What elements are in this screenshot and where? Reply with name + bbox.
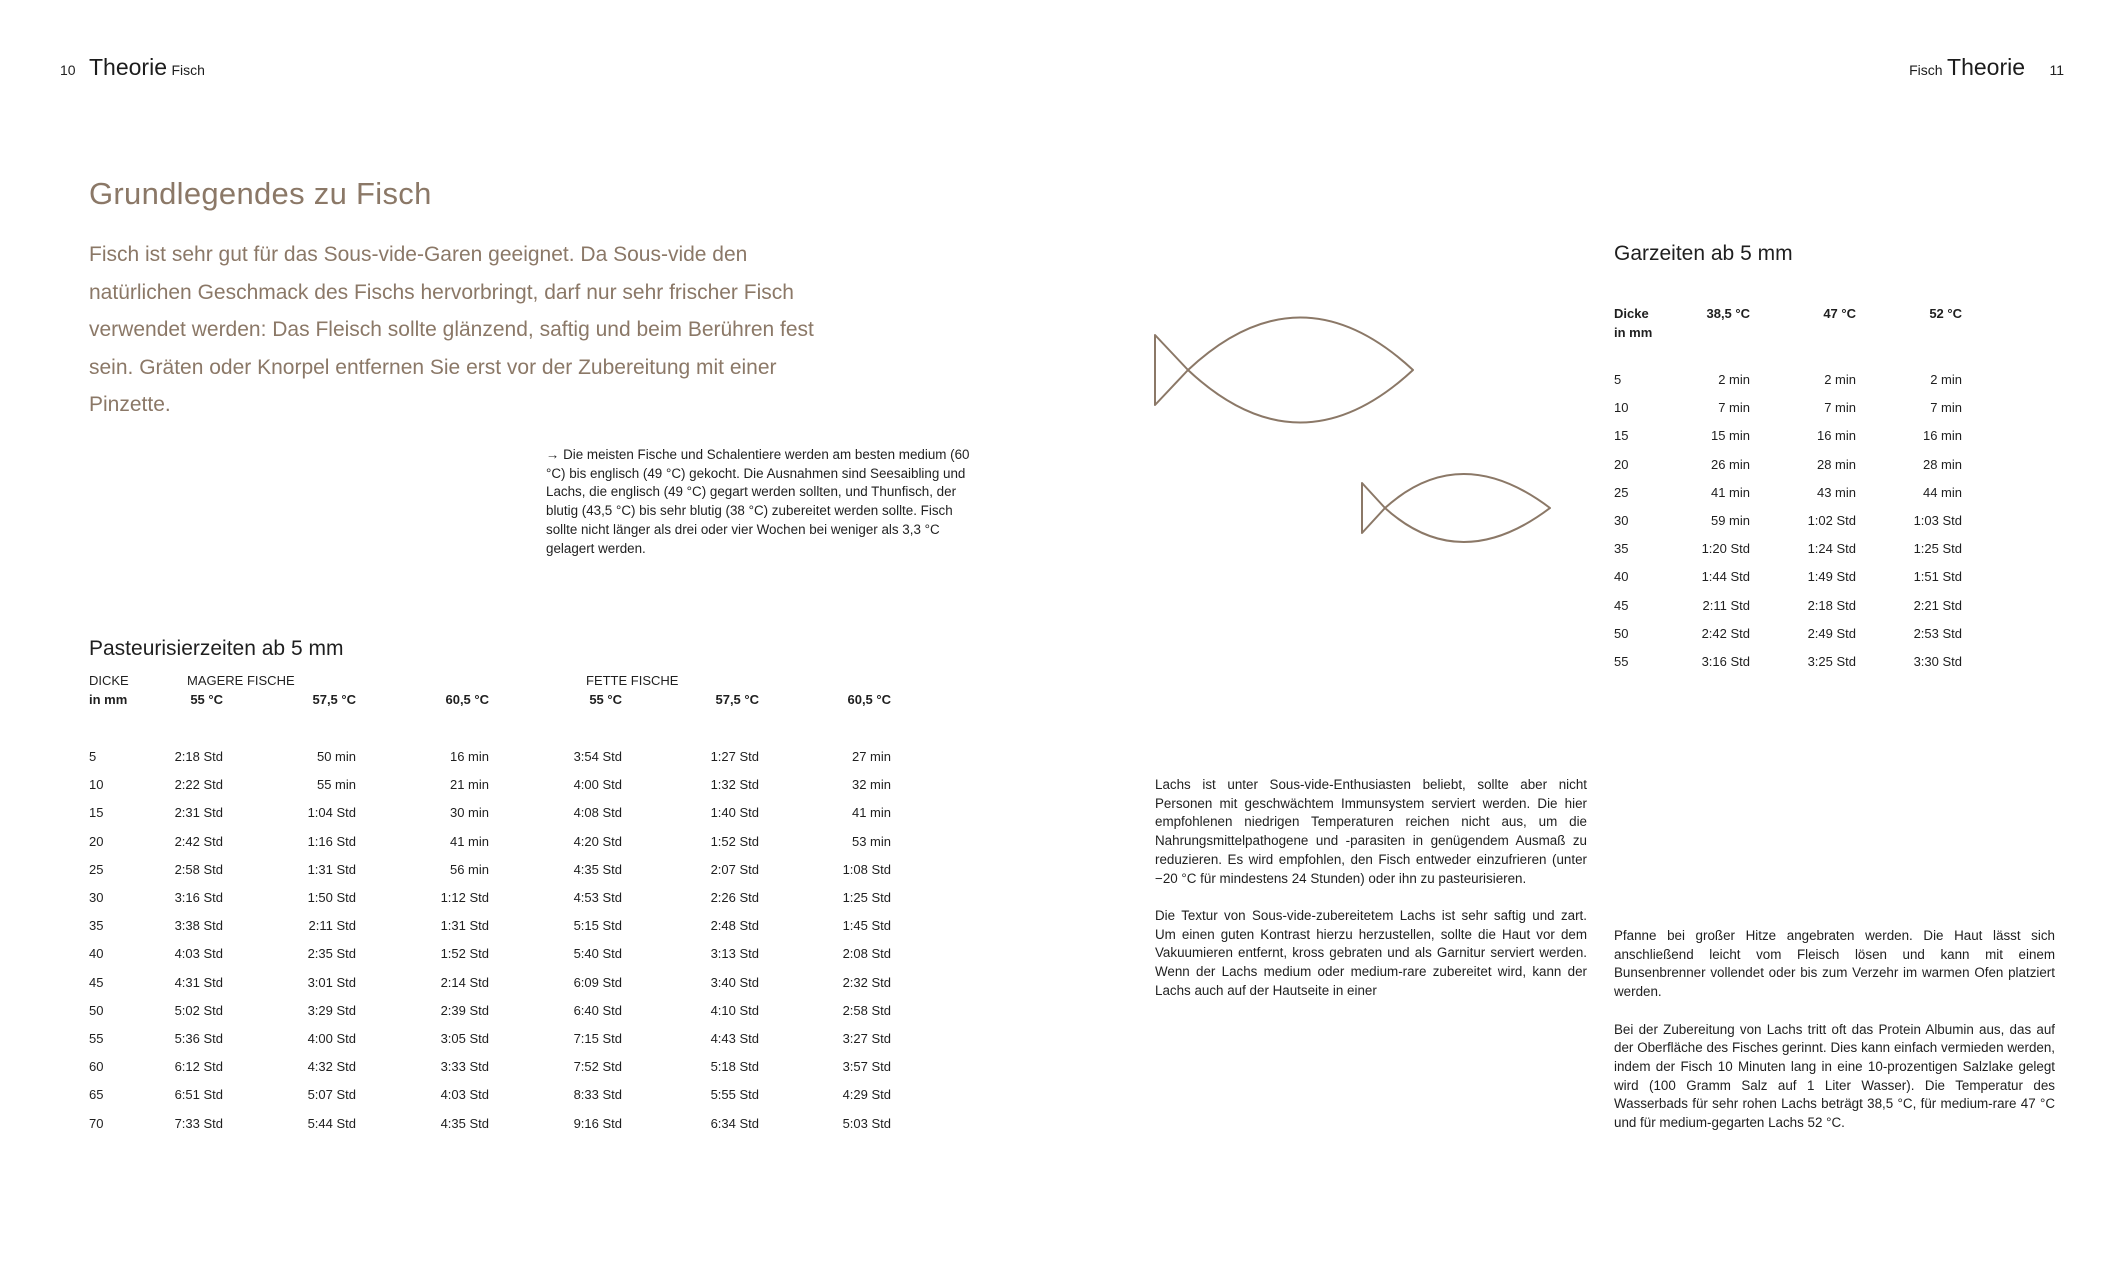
body-right-paragraph-2: Bei der Zubereitung von Lachs tritt oft das Protein Albumin aus, das auf der Oberfläche des Fisches gerinnt. Dies kann einfach vermieden werden, indem der Fisch 10 Minuten lang in eine 10-prozentigen Salzlake gelegt wird (100 Gramm Salz auf 1 Liter Wasser). Die Temperatur des Wasserbads für sehr rohen Lachs beträgt 38,5 °C, für medium-rare 47 °C und für medium-gegarten Lachs 52 °C. [1614,1021,2055,1131]
right-header-subtitle: Fisch [1909,62,1943,78]
pasteur-table-cell: 2:18 Std [174,749,223,764]
pasteur-row-thickness: 55 [89,1031,104,1046]
pasteur-table-cell: 1:08 Std [842,862,891,877]
pasteur-table-cell: 3:57 Std [842,1059,891,1074]
garzeiten-row-thickness: 40 [1614,569,1629,584]
pasteur-table-cell: 3:13 Std [710,946,759,961]
pasteur-table-cell: 41 min [449,834,489,849]
pasteur-table-cell: 7:15 Std [573,1031,622,1046]
pasteur-table-cell: 4:35 Std [573,862,622,877]
pasteur-table-cell: 5:55 Std [710,1087,759,1102]
garzeiten-table-cell: 3:30 Std [1913,654,1962,669]
garzeiten-table-cell: 2 min [1718,372,1750,387]
pasteur-table-cell: 4:03 Std [440,1087,489,1102]
garzeiten-row-thickness: 35 [1614,541,1629,556]
garzeiten-table-cell: 28 min [1922,457,1962,472]
pasteur-table-cell: 3:16 Std [174,890,223,905]
pasteur-group-fette: FETTE FISCHE [586,673,679,688]
garzeiten-table-cell: 2:11 Std [1702,598,1750,613]
note-paragraph: → Die meisten Fische und Schalentiere werden am besten medium (60 °C) bis englisch (49 °C) gekocht. Die Ausnahmen sind Seesaibling und Lachs, die englisch (49 °C) gegart werden sollten, und Thunfisch, der blutig (43,5 °C) bis sehr blutig (38 °C) zubereitet werden sollte. Fisch sollte nicht länger als drei oder vier Wochen bei weniger als 3,3 °C gelagert werden. [546,447,970,556]
garzeiten-table-cell: 44 min [1922,485,1962,500]
pasteur-row-thickness: 5 [89,749,97,764]
garzeiten-table-cell: 1:02 Std [1807,513,1856,528]
pasteur-table-cell: 6:51 Std [174,1087,223,1102]
pasteur-table-cell: 5:36 Std [174,1031,223,1046]
right-page-number: 11 [2049,62,2064,78]
garzeiten-table-cell: 2:18 Std [1807,598,1856,613]
pasteur-table-cell: 32 min [851,777,891,792]
left-header-title: Theorie [89,54,167,80]
garzeiten-table-cell: 3:16 Std [1701,654,1750,669]
pasteur-table-cell: 27 min [851,749,891,764]
body-right-paragraph-1: Pfanne bei großer Hitze angebraten werden. Die Haut lässt sich anschließend leicht vom Fleisch lösen und kann mit einem Bunsenbrenner vollendet oder bis zum Verzehr im warmen Ofen platziert werden. [1614,928,2055,1000]
pasteur-table-cell: 5:15 Std [573,918,622,933]
pasteur-row-thickness: 50 [89,1003,104,1018]
right-header-title: Theorie [1947,54,2025,80]
pasteur-temp-header: 57,5 °C [312,692,356,707]
garzeiten-table-cell: 2 min [1930,372,1962,387]
pasteur-table-cell: 56 min [449,862,489,877]
pasteur-table-cell: 4:31 Std [174,975,223,990]
pasteur-table-cell: 50 min [316,749,356,764]
pasteur-table-cell: 4:29 Std [842,1087,891,1102]
garzeiten-table-cell: 1:20 Std [1701,541,1750,556]
garzeiten-table-cell: 7 min [1718,400,1750,415]
garzeiten-table-cell: 41 min [1710,485,1750,500]
garzeiten-table-cell: 7 min [1824,400,1856,415]
pasteur-table-cell: 5:02 Std [174,1003,223,1018]
pasteur-table-cell: 41 min [851,805,891,820]
pasteur-table-cell: 2:22 Std [174,777,223,792]
body-left-paragraph-1: Lachs ist unter Sous-vide-Enthusiasten beliebt, sollte aber nicht Personen mit geschwächtem Immunsystem serviert werden. Die hier empfohlenen niedrigen Temperaturen reichen nicht aus, um die Nahrungsmittelpathogene und -parasiten in genügendem Ausmaß zu reduzieren. Es wird empfohlen, den Fisch entweder einzufrieren (unter −20 °C für mindestens 24 Stunden) oder ihn zu pasteurisieren. [1155,777,1587,886]
pasteur-row-thickness: 60 [89,1059,104,1074]
pasteur-table-cell: 2:39 Std [440,1003,489,1018]
garzeiten-row-thickness: 30 [1614,513,1629,528]
pasteur-table-cell: 6:40 Std [573,1003,622,1018]
pasteur-row-thickness: 35 [89,918,104,933]
pasteur-table-cell: 1:40 Std [710,805,759,820]
left-header-subtitle: Fisch [171,62,205,78]
pasteur-row-thickness: 40 [89,946,104,961]
pasteur-table-cell: 4:00 Std [573,777,622,792]
garzeiten-table-cell: 1:24 Std [1807,541,1856,556]
garzeiten-unit-header: in mm [1614,325,1653,340]
pasteur-table-title: Pasteurisierzeiten ab 5 mm [89,637,344,660]
pasteur-table-cell: 5:40 Std [573,946,622,961]
pasteur-table-cell: 1:16 Std [307,834,356,849]
garzeiten-table-cell: 16 min [1816,428,1856,443]
garzeiten-table-cell: 2:42 Std [1701,626,1750,641]
pasteur-table-cell: 1:45 Std [842,918,891,933]
pasteur-row-thickness: 20 [89,834,104,849]
garzeiten-row-thickness: 10 [1614,400,1629,415]
pasteur-table-cell: 16 min [449,749,489,764]
pasteur-table-cell: 1:32 Std [710,777,759,792]
pasteur-table-cell: 3:01 Std [307,975,356,990]
pasteur-temp-header: 55 °C [190,692,223,707]
garzeiten-table-cell: 2:49 Std [1807,626,1856,641]
pasteur-row-thickness: 10 [89,777,104,792]
garzeiten-row-thickness: 45 [1614,598,1629,613]
pasteur-table-cell: 3:05 Std [440,1031,489,1046]
pasteur-table-cell: 3:54 Std [573,749,622,764]
pasteur-table-cell: 6:34 Std [710,1116,759,1131]
garzeiten-table-cell: 26 min [1710,457,1750,472]
pasteur-table-cell: 1:27 Std [710,749,759,764]
garzeiten-row-thickness: 55 [1614,654,1629,669]
intro-paragraph: Fisch ist sehr gut für das Sous-vide-Garen geeignet. Da Sous-vide den natürlichen Geschmack des Fischs hervorbringt, darf nur sehr frischer Fisch verwendet werden: Das Fleisch sollte glänzend, saftig und beim Berühren fest sein. Gräten oder Knorpel entfernen Sie erst vor der Zubereitung mit einer Pinzette. [89,243,814,416]
garzeiten-table-cell: 59 min [1710,513,1750,528]
pasteur-table-cell: 2:58 Std [174,862,223,877]
pasteur-table-cell: 4:03 Std [174,946,223,961]
pasteur-table-cell: 30 min [449,805,489,820]
pasteur-temp-header: 60,5 °C [847,692,891,707]
pasteur-table-cell: 7:52 Std [573,1059,622,1074]
garzeiten-row-thickness: 15 [1614,428,1629,443]
garzeiten-table-cell: 43 min [1816,485,1856,500]
pasteur-table-cell: 1:50 Std [307,890,356,905]
garzeiten-table-cell: 3:25 Std [1807,654,1856,669]
pasteur-table-cell: 5:18 Std [710,1059,759,1074]
body-column-right [1614,927,2055,1151]
garzeiten-row-thickness: 5 [1614,372,1622,387]
pasteur-table-cell: 5:44 Std [307,1116,356,1131]
pasteur-dicke-header: DICKE [89,673,129,688]
pasteur-unit-header: in mm [89,692,128,707]
garzeiten-temp-header: 47 °C [1823,306,1856,321]
garzeiten-table-cell: 1:44 Std [1701,569,1750,584]
pasteur-table-cell: 4:08 Std [573,805,622,820]
body-column-left [1155,776,1587,1019]
pasteur-table-cell: 2:14 Std [440,975,489,990]
garzeiten-table-cell: 1:03 Std [1913,513,1962,528]
pasteur-temp-header: 57,5 °C [715,692,759,707]
pasteur-table-cell: 2:11 Std [308,918,356,933]
body-left-paragraph-2: Die Textur von Sous-vide-zubereitetem Lachs ist sehr saftig und zart. Um einen guten Kontrast hierzu herzustellen, sollte die Haut vor dem Vakuumieren entfernt, kross gebraten und als Garnitur serviert werden. Wenn der Lachs medium oder medium-rare zubereitet wird, kann der Lachs auch auf der Hautseite in einer [1155,907,1587,998]
pasteur-table-cell: 4:20 Std [573,834,622,849]
pasteur-table-cell: 1:04 Std [307,805,356,820]
pasteur-table-cell: 5:03 Std [842,1116,891,1131]
garzeiten-dicke-header: Dicke [1614,306,1649,321]
garzeiten-row-thickness: 20 [1614,457,1629,472]
pasteur-table-cell: 3:27 Std [842,1031,891,1046]
pasteur-table-cell: 1:31 Std [440,918,489,933]
garzeiten-row-thickness: 50 [1614,626,1629,641]
pasteur-table-cell: 2:26 Std [710,890,759,905]
pasteur-temp-header: 55 °C [589,692,622,707]
pasteur-table-cell: 4:53 Std [573,890,622,905]
pasteur-table-cell: 2:58 Std [842,1003,891,1018]
pasteur-table-cell: 6:12 Std [174,1059,223,1074]
pasteur-table-cell: 1:25 Std [842,890,891,905]
pasteur-table-cell: 21 min [449,777,489,792]
pasteur-table-cell: 6:09 Std [573,975,622,990]
pasteur-table-cell: 1:12 Std [440,890,489,905]
garzeiten-temp-header: 38,5 °C [1706,306,1750,321]
pasteur-table-cell: 2:07 Std [710,862,759,877]
garzeiten-table-cell: 1:49 Std [1807,569,1856,584]
garzeiten-table-cell: 1:25 Std [1913,541,1962,556]
garzeiten-table-cell: 7 min [1930,400,1962,415]
pasteur-table-cell: 2:42 Std [174,834,223,849]
garzeiten-table-cell: 2:21 Std [1913,598,1962,613]
pasteur-table-cell: 4:32 Std [307,1059,356,1074]
pasteur-row-thickness: 65 [89,1087,104,1102]
garzeiten-table-title: Garzeiten ab 5 mm [1614,242,1793,265]
pasteur-row-thickness: 15 [89,805,104,820]
garzeiten-table-cell: 15 min [1710,428,1750,443]
pasteur-table-cell: 2:48 Std [710,918,759,933]
pasteur-row-thickness: 25 [89,862,104,877]
pasteur-row-thickness: 70 [89,1116,104,1131]
pasteur-table-cell: 9:16 Std [573,1116,622,1131]
garzeiten-temp-header: 52 °C [1929,306,1962,321]
pasteur-table-cell: 53 min [851,834,891,849]
pasteur-table-cell: 4:35 Std [440,1116,489,1131]
pasteur-group-magere: MAGERE FISCHE [187,673,295,688]
garzeiten-table-cell: 1:51 Std [1913,569,1962,584]
garzeiten-table-cell: 2 min [1824,372,1856,387]
pasteur-table-cell: 3:33 Std [440,1059,489,1074]
garzeiten-table-cell: 28 min [1816,457,1856,472]
pasteur-table-cell: 2:32 Std [842,975,891,990]
pasteur-temp-header: 60,5 °C [445,692,489,707]
pasteur-table-cell: 1:31 Std [307,862,356,877]
left-page-number: 10 [60,62,76,78]
pasteur-table-cell: 3:38 Std [174,918,223,933]
pasteur-table-cell: 3:29 Std [307,1003,356,1018]
pasteur-table-cell: 8:33 Std [573,1087,622,1102]
pasteur-table-cell: 7:33 Std [174,1116,223,1131]
pasteur-table-cell: 55 min [316,777,356,792]
pasteur-table-cell: 4:43 Std [710,1031,759,1046]
garzeiten-row-thickness: 25 [1614,485,1629,500]
pasteur-table-cell: 2:35 Std [307,946,356,961]
pasteur-row-thickness: 30 [89,890,104,905]
pasteur-table-cell: 4:10 Std [710,1003,759,1018]
garzeiten-table-cell: 2:53 Std [1913,626,1962,641]
pasteur-table-cell: 4:00 Std [307,1031,356,1046]
pasteur-table-cell: 3:40 Std [710,975,759,990]
pasteur-table-cell: 1:52 Std [440,946,489,961]
pasteur-table-cell: 5:07 Std [307,1087,356,1102]
pasteur-table-cell: 1:52 Std [710,834,759,849]
section-title: Grundlegendes zu Fisch [89,176,432,211]
pasteur-table-cell: 2:08 Std [842,946,891,961]
pasteur-table-cell: 2:31 Std [174,805,223,820]
garzeiten-table-cell: 16 min [1922,428,1962,443]
pasteur-row-thickness: 45 [89,975,104,990]
